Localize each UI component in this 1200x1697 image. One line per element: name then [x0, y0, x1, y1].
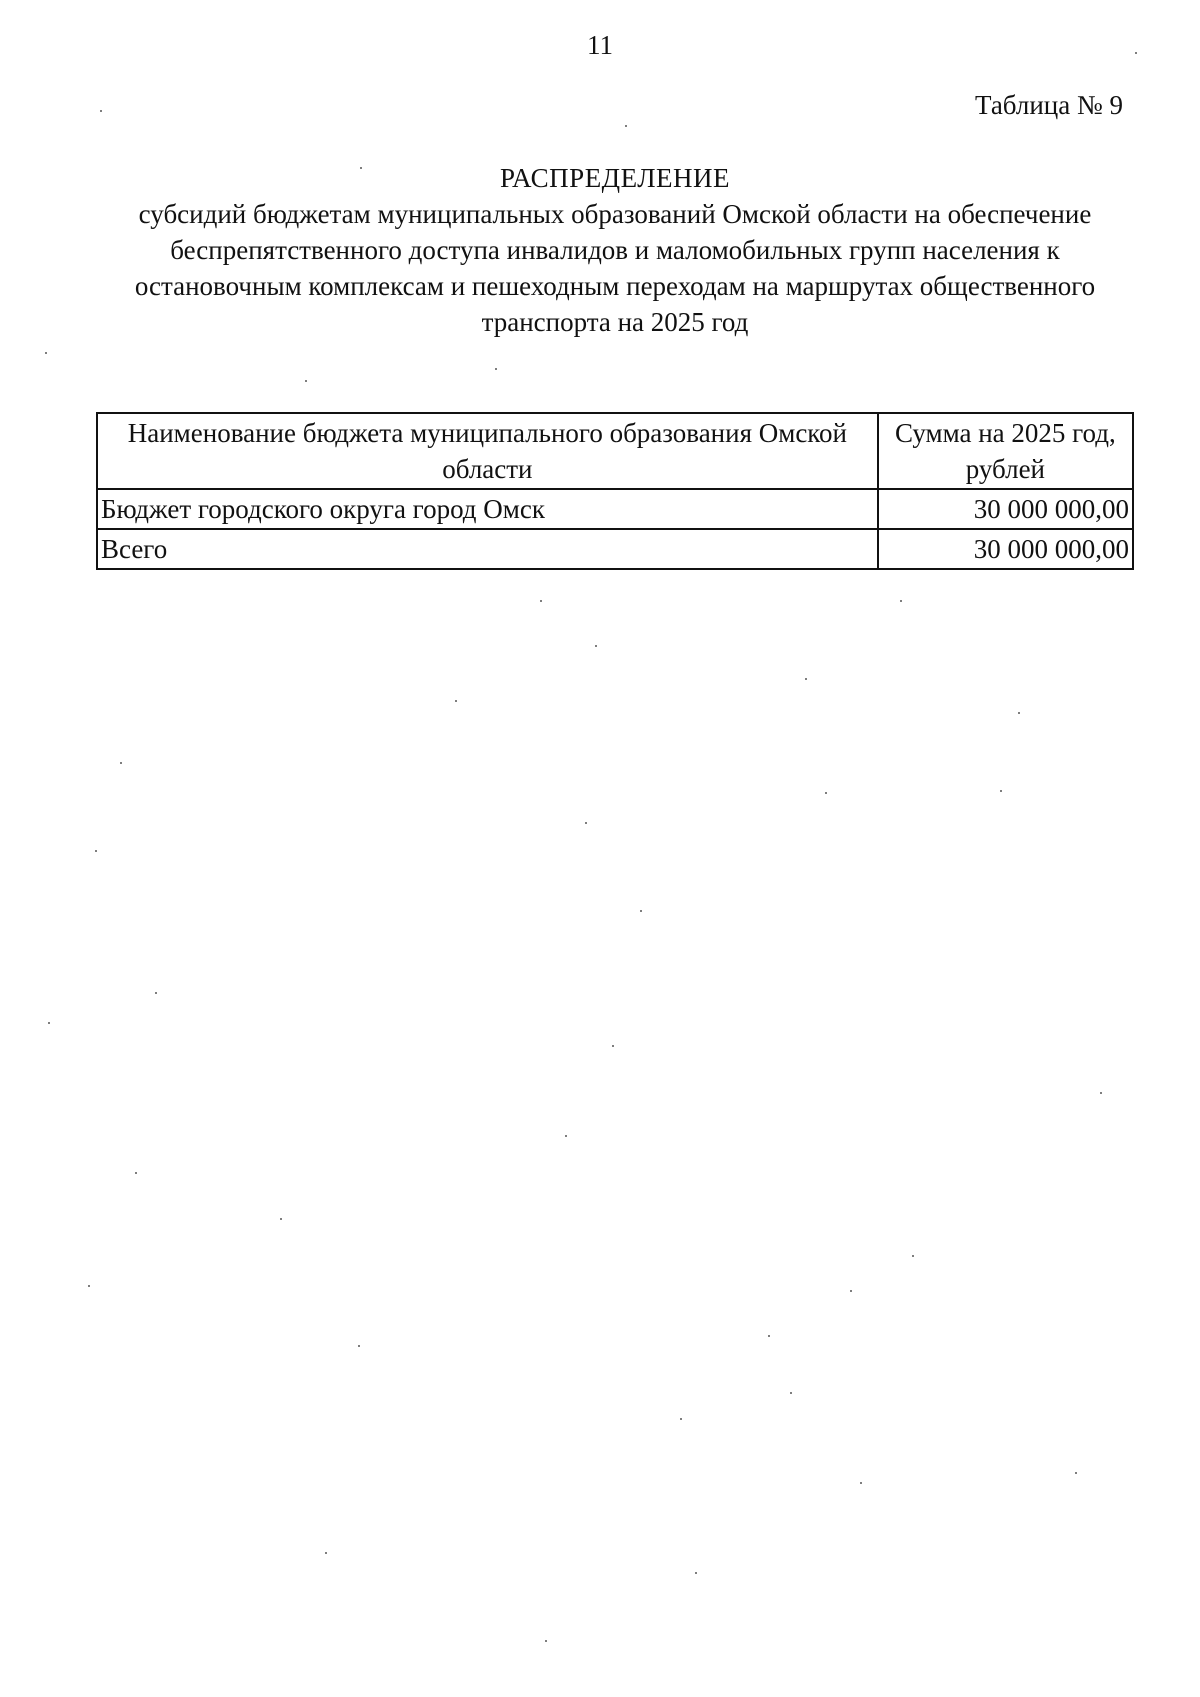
- scan-dot: [625, 125, 627, 127]
- scan-dot: [135, 1172, 137, 1174]
- scan-dot: [1018, 712, 1020, 714]
- scan-dot: [45, 352, 47, 354]
- table-header-row: [97, 413, 1133, 489]
- header-budget-name: Наименование бюджета муниципального образования Омской области: [97, 413, 878, 489]
- scan-dot: [900, 600, 902, 602]
- scan-dot: [768, 1335, 770, 1337]
- scan-dot: [595, 645, 597, 647]
- scan-dot: [88, 1285, 90, 1287]
- scan-dot: [680, 1418, 682, 1420]
- scan-dot: [1100, 1092, 1102, 1094]
- scan-dot: [305, 380, 307, 382]
- scan-dot: [695, 1572, 697, 1574]
- row-sum: 30 000 000,00: [878, 489, 1133, 529]
- subtitle-line-4: транспорта на 2025 год: [481, 307, 749, 337]
- subtitle-line-3: остановочным комплексам и пешеходным переходам на маршрутах общественного: [134, 271, 1096, 301]
- subtitle-line-1: субсидий бюджетам муниципальных образований Омской области на обеспечение: [138, 199, 1092, 229]
- scan-dot: [912, 1255, 914, 1257]
- scan-dot: [95, 850, 97, 852]
- scan-dot: [100, 110, 102, 112]
- scan-dot: [585, 822, 587, 824]
- header-sum: Сумма на 2025 год, рублей: [878, 413, 1133, 489]
- scan-dot: [360, 167, 362, 169]
- subsidy-distribution-table: [96, 412, 1134, 570]
- document-heading: [90, 160, 1140, 340]
- scan-dot: [805, 678, 807, 680]
- document-title: РАСПРЕДЕЛЕНИЕ: [499, 163, 731, 193]
- scan-dot: [1135, 52, 1137, 54]
- scan-dot: [1075, 1472, 1077, 1474]
- scan-dot: [825, 792, 827, 794]
- scan-dot: [612, 1045, 614, 1047]
- scan-dot: [455, 700, 457, 702]
- scan-dot: [545, 1640, 547, 1642]
- scan-dot: [325, 1552, 327, 1554]
- scan-dot: [358, 1345, 360, 1347]
- scan-dot: [790, 1392, 792, 1394]
- scan-dot: [155, 992, 157, 994]
- total-sum: 30 000 000,00: [878, 529, 1133, 569]
- scan-dot: [1000, 790, 1002, 792]
- scan-dot: [120, 762, 122, 764]
- scan-dot: [540, 600, 542, 602]
- table-total-row: [97, 529, 1133, 569]
- table-row: [97, 489, 1133, 529]
- scan-dot: [640, 910, 642, 912]
- scan-dot: [280, 1218, 282, 1220]
- scan-dot: [495, 368, 497, 370]
- total-label: Всего: [97, 529, 878, 569]
- scan-dot: [565, 1135, 567, 1137]
- table-label: Таблица № 9: [975, 90, 1123, 120]
- row-budget-name: Бюджет городского округа город Омск: [97, 489, 878, 529]
- scan-dot: [850, 1290, 852, 1292]
- page-number: 11: [587, 30, 613, 60]
- scan-dot: [860, 1482, 862, 1484]
- scan-dot: [48, 1022, 50, 1024]
- subtitle-line-2: беспрепятственного доступа инвалидов и маломобильных групп населения к: [170, 235, 1060, 265]
